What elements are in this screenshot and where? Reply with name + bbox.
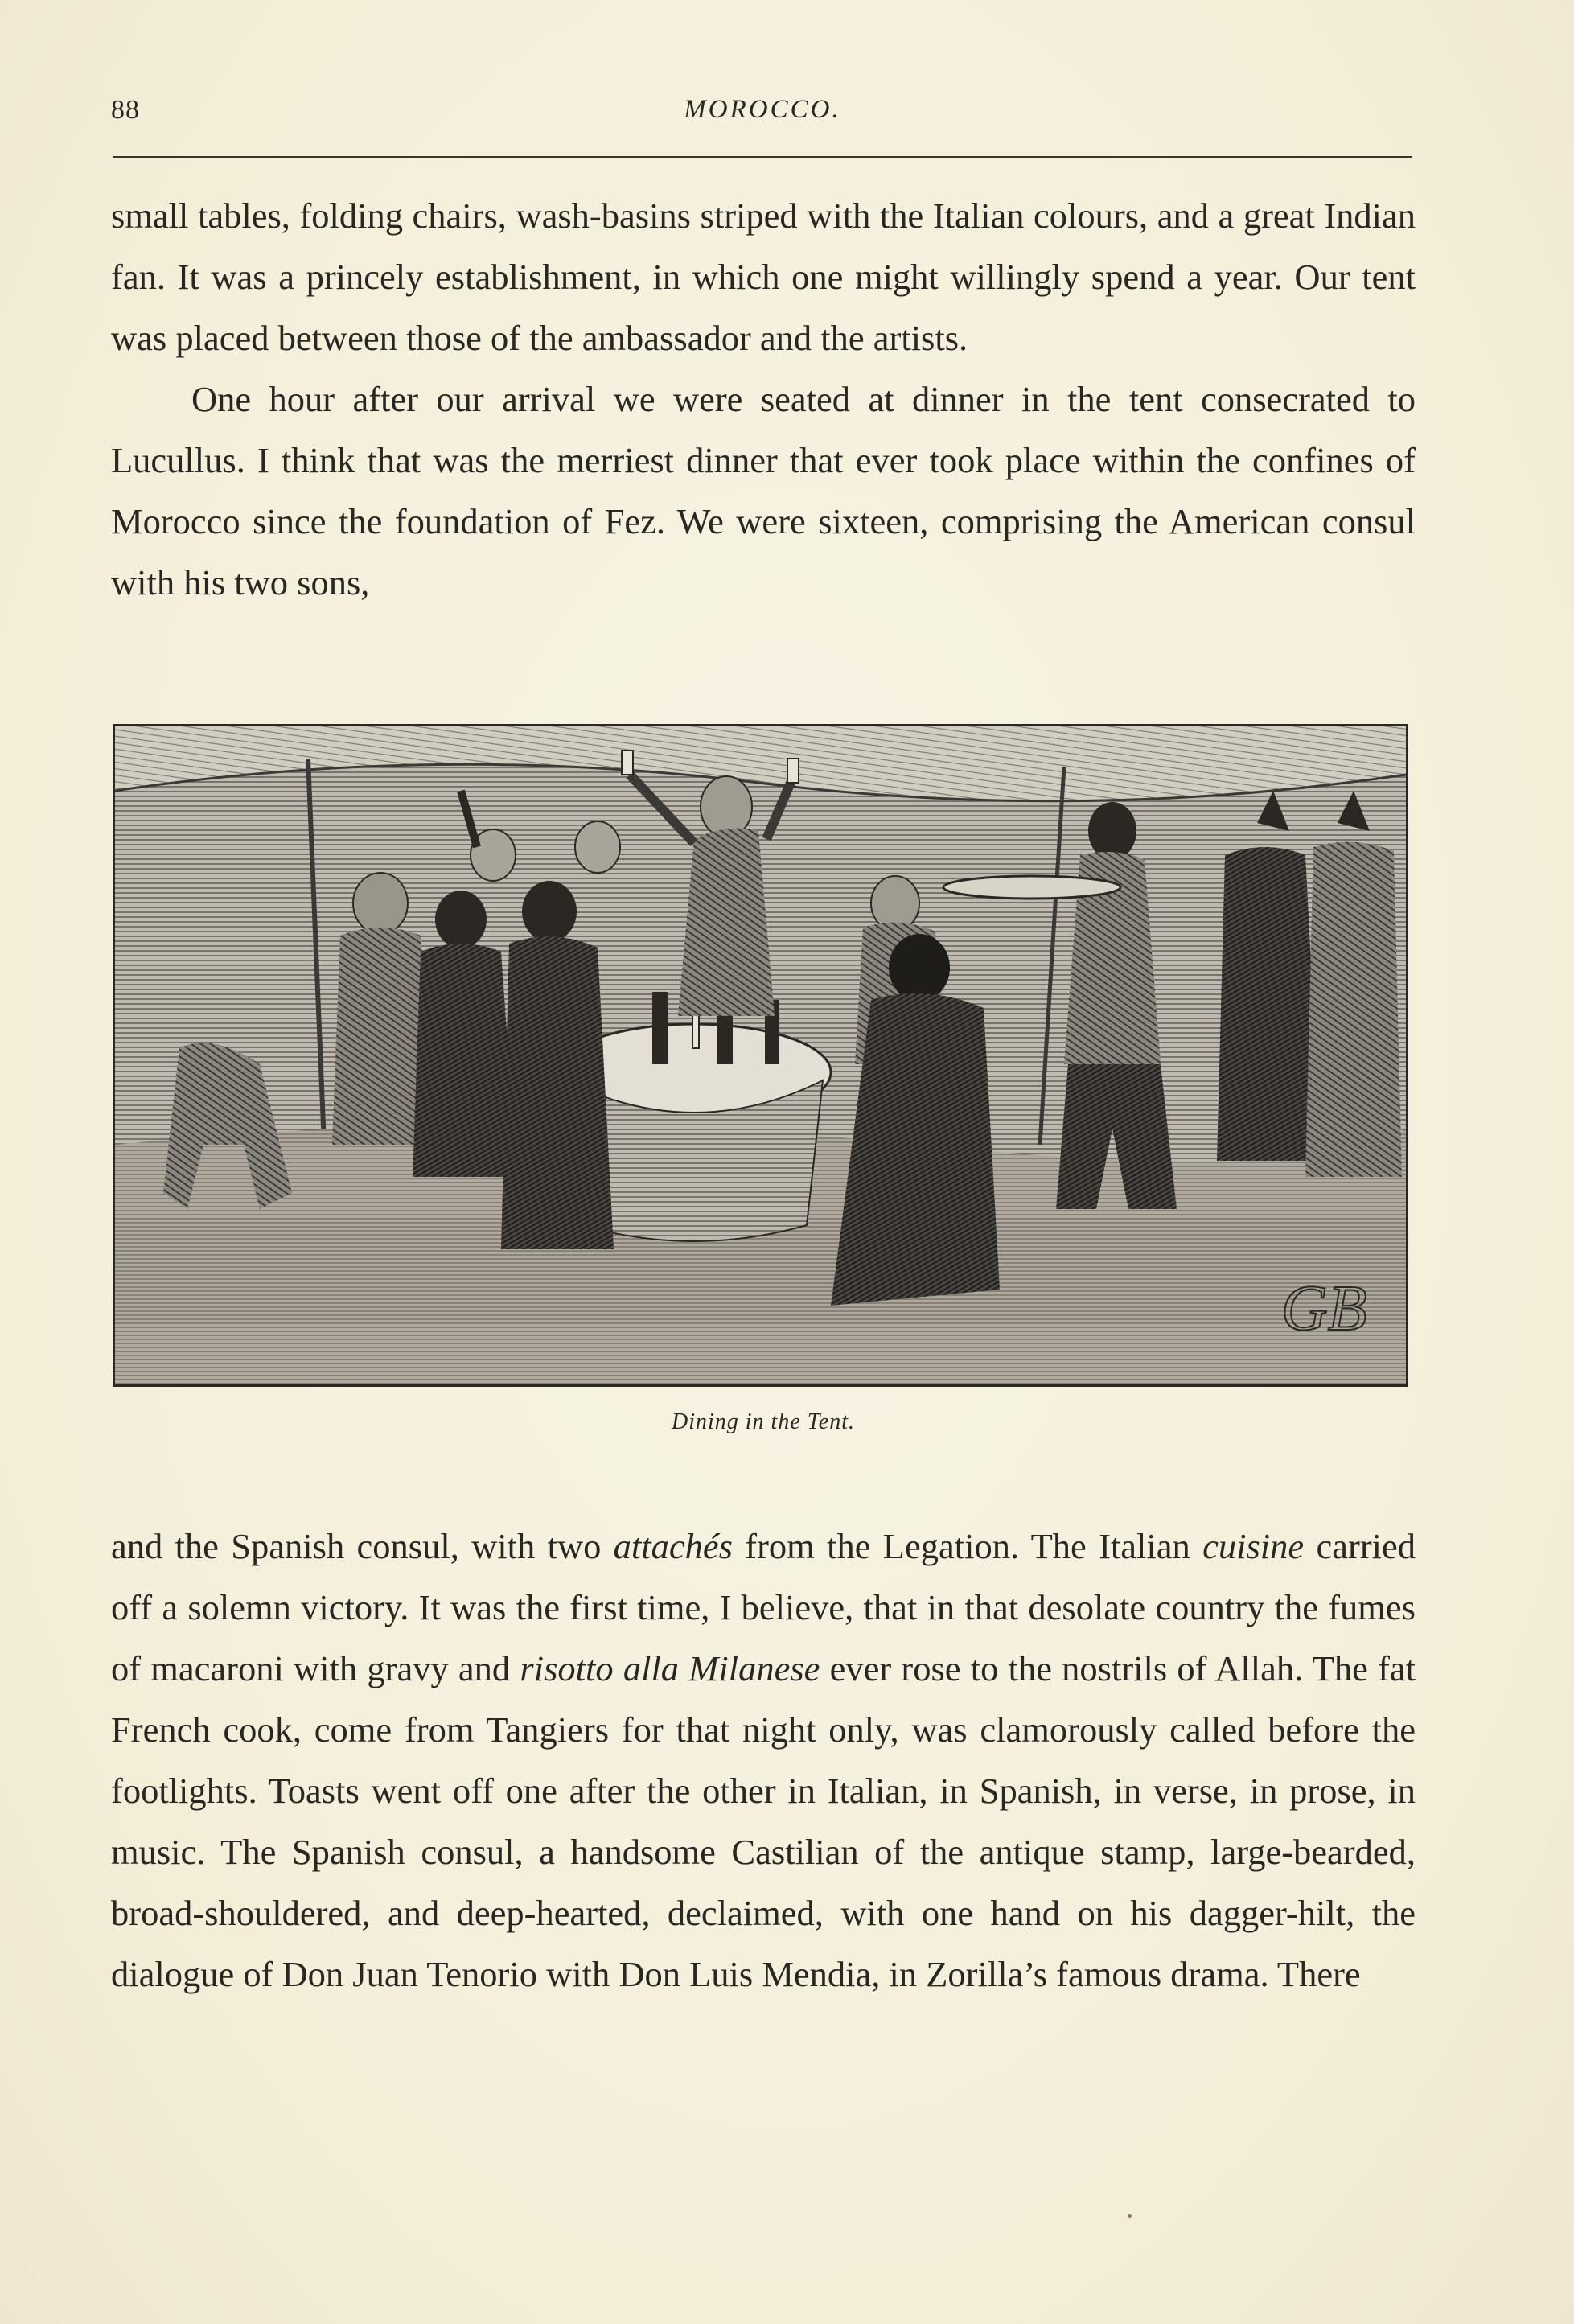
italic-text-run: attachés: [613, 1526, 733, 1566]
text-run: and the Spanish consul, with two: [111, 1526, 614, 1566]
italic-text-run: risotto alla Milanese: [520, 1648, 820, 1688]
illustration-dining-in-the-tent: [113, 724, 1408, 1387]
paragraph: [111, 368, 1416, 613]
engraving-illustration: [115, 726, 1406, 1384]
text-block-bottom: [111, 1516, 1416, 2005]
text-run: carried off a solemn victory. It was the first time, I believe, that in that desolate country the fumes of macaroni with gravy and: [111, 1526, 1416, 1688]
text-block-top: [111, 185, 1416, 613]
page-header: [111, 95, 1414, 130]
italic-text-run: cuisine: [1202, 1526, 1305, 1566]
paragraph: [111, 185, 1416, 368]
paper-speck: [1128, 2214, 1132, 2218]
page-number: 88: [111, 95, 140, 125]
text-run: from the Legation. The Italian: [732, 1526, 1203, 1566]
header-rule: [113, 156, 1412, 158]
artist-monogram: GB: [1281, 1273, 1367, 1344]
text-run: small tables, folding chairs, wash-basins striped with the Italian colours, and a great Indian fan. It was a princely establishment, in which one might willingly spend a year. Our tent was placed between those of the ambassador and the artists.: [111, 195, 1416, 358]
running-title: MOROCCO.: [684, 95, 841, 124]
figure-caption: Dining in the Tent.: [672, 1409, 855, 1434]
text-run: ever rose to the nostrils of Allah. The fat French cook, come from Tangiers for that night only, was clamorously called before the footlights. Toasts went off one after the other in Italian, in Spanish, in verse, in prose, in music. The Spanish consul, a handsome Castilian of the antique stamp, large-bearded, broad-shouldered, and deep-hearted, declaimed, with one hand on his dagger-hilt, the dialogue of Don Juan Tenorio with Don Luis Mendia, in Zorilla’s famous drama. There: [111, 1648, 1416, 1994]
text-run: One hour after our arrival we were seated at dinner in the tent consecrated to Lucullus. I think that was the merriest dinner that ever took place within the confines of Morocco since the foundation of Fez. We were sixteen, comprising the American consul with his two sons,: [111, 379, 1416, 603]
paragraph: [111, 1516, 1416, 2005]
